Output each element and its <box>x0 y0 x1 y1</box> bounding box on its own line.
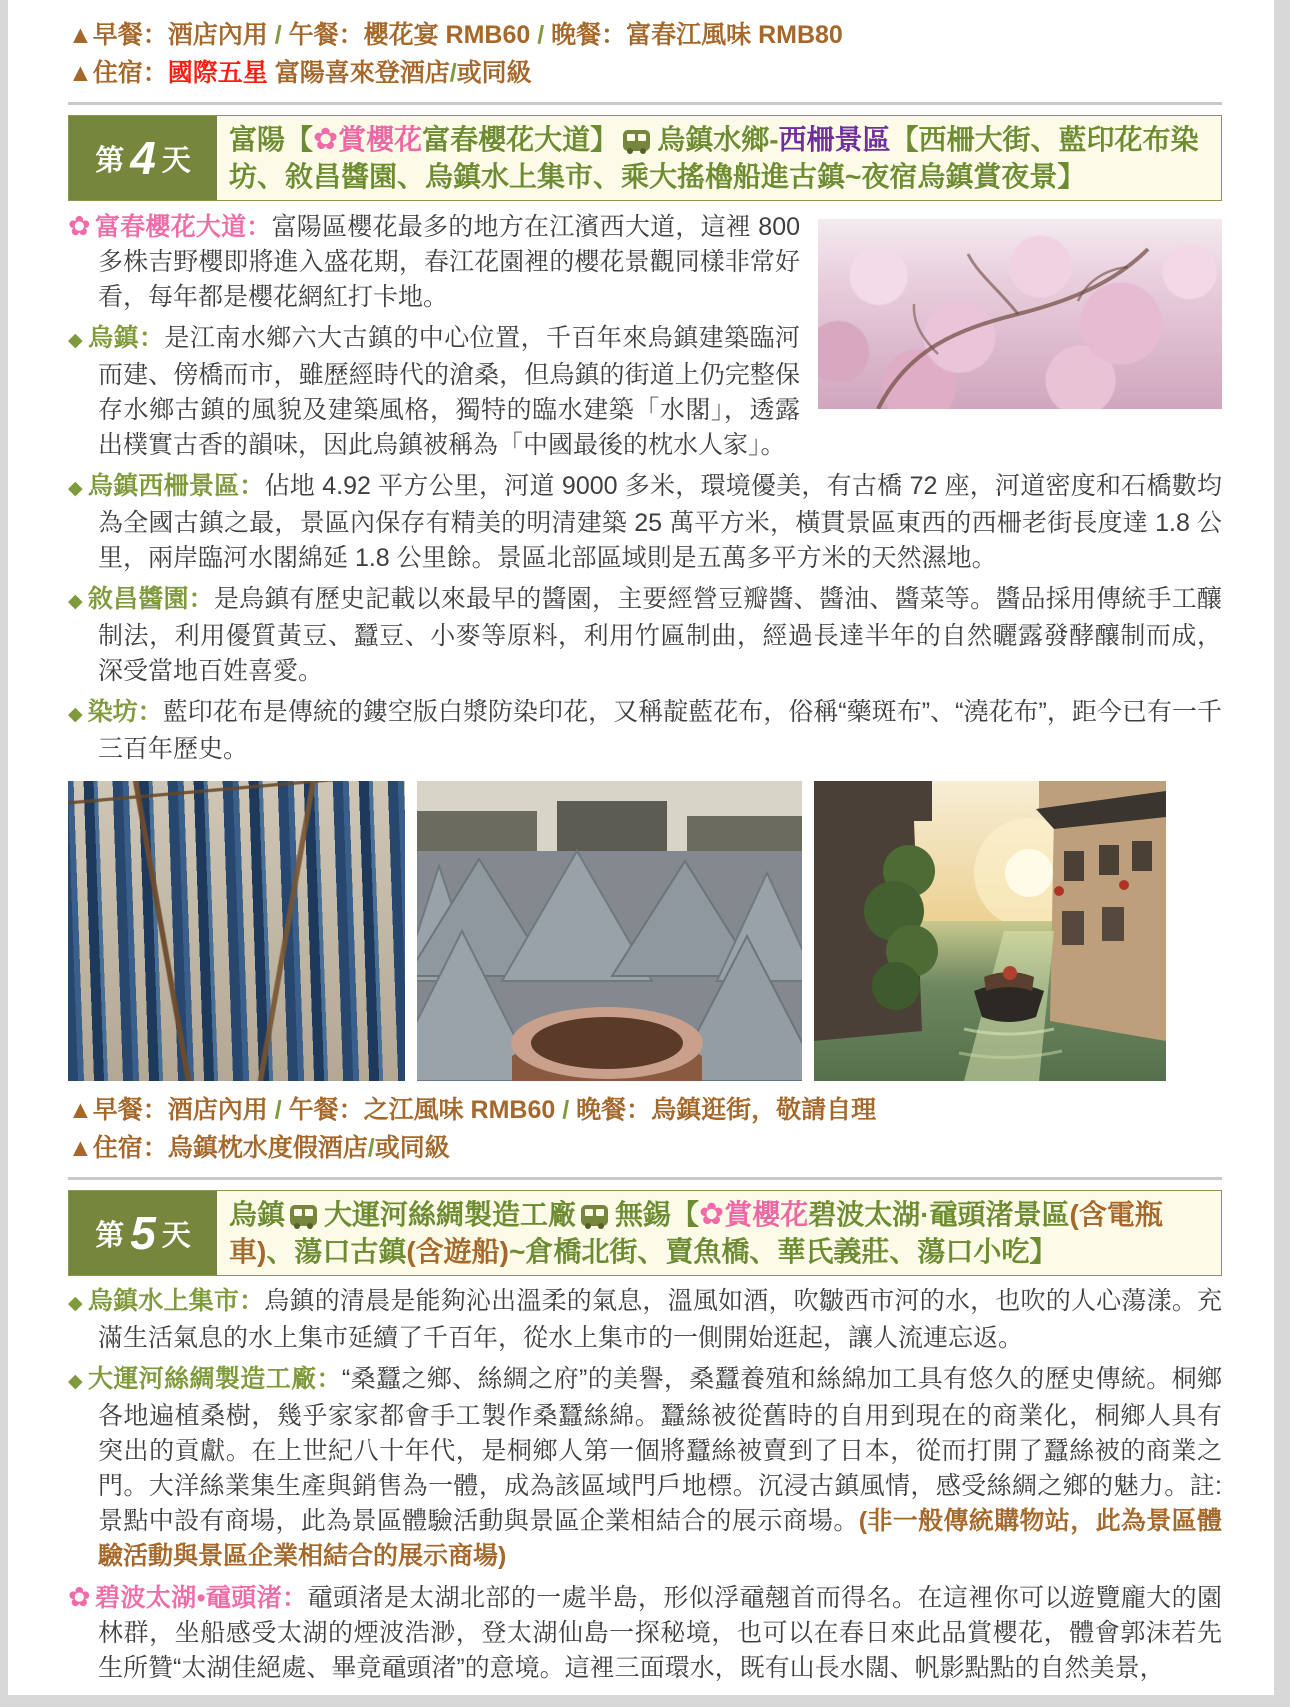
day4-body <box>68 209 1222 767</box>
text-segment: (非一般傳統購物站，此為景區體驗活動與景區企業相結合的展示商場) <box>98 1507 1222 1570</box>
bus-icon <box>581 1205 608 1226</box>
sakura-icon: ✿ <box>68 211 91 241</box>
itinerary-paragraph <box>68 695 1222 767</box>
prev-day-meta <box>68 16 1222 92</box>
text-segment: 碧波太湖·黿頭渚景區 <box>808 1199 1070 1230</box>
cherry-blossom-avenue-photo <box>818 219 1222 409</box>
text-segment: 或同級 <box>456 59 532 87</box>
text-segment: 無錫【 <box>615 1199 700 1230</box>
paragraph-label: 染坊： <box>87 698 163 726</box>
paragraph-label: 烏鎮水上集市： <box>87 1287 265 1315</box>
itinerary-paragraph <box>68 582 1222 689</box>
text-segment: 是江南水鄉六大古鎮的中心位置，千百年來烏鎮建築臨河而建、傍橋而市，雖歷經時代的滄桑，但烏鎮的街道上仍完整保存水鄉古鎮的風貌及建築風格，獨特的臨水建築「水閣」，透露出樸實古香的韻味，因此烏鎮被稱為「中國最後的枕水人家」。 <box>98 324 800 459</box>
text-segment: 富陽區櫻花最多的地方在江濱西大道，這裡 800 多株吉野櫻即將進入盛花期，春江花園裡的櫻花景觀同樣非常好看，每年都是櫻花網紅打卡地。 <box>98 213 800 311</box>
day-number: 5 <box>130 1207 156 1259</box>
indigo-dye-workshop-photo <box>68 781 405 1081</box>
day4-number-box <box>69 116 217 200</box>
sauce-garden-jars-photo <box>417 781 802 1081</box>
text-segment: 黿頭渚是太湖北部的一處半島，形似浮黿翹首而得名。在這裡你可以遊覽龐大的園林群，坐船感受太湖的煙波浩渺，登太湖仙島一探秘境，也可以在春日來此品賞櫻花，體會郭沫若先生所贊“太湖佳絕處、畢竟黿頭渚”的意境。這裡三面環水，既有山長水闊、帆影點點的自然美景， <box>98 1584 1222 1682</box>
text-segment: ▲早餐：酒店內用 <box>68 21 275 49</box>
water-town-canal-photo <box>814 781 1166 1081</box>
diamond-bullet-icon: ◆ <box>68 1293 83 1314</box>
text-segment: 富春櫻花大道】 <box>422 124 619 155</box>
text-segment: 或同級 <box>374 1134 450 1162</box>
itinerary-paragraph <box>68 1580 1222 1686</box>
text-segment: ~倉橋北街、賣魚橋、華氏義莊、蕩口小吃】 <box>509 1236 1058 1267</box>
day4-header <box>68 115 1222 201</box>
sakura-icon: ✿ <box>313 123 339 156</box>
bus-icon <box>623 130 650 151</box>
day-number: 4 <box>130 132 156 184</box>
day-suffix: 天 <box>161 144 191 177</box>
day-suffix: 天 <box>161 1219 191 1252</box>
text-segment: 西柵景區 <box>778 124 891 155</box>
text-segment: 是烏鎮有歷史記載以來最早的醬園，主要經營豆瓣醬、醬油、醬菜等。醬品採用傳統手工釀制法，利用優質黃豆、蠶豆、小麥等原料，利用竹匾制曲，經過長達半年的自然曬露發酵釀制而成，深受當地百姓喜愛。 <box>98 585 1222 685</box>
text-segment: / <box>274 21 282 49</box>
diamond-bullet-icon: ◆ <box>68 1371 83 1392</box>
sauce-jars-art <box>417 781 802 1081</box>
diamond-bullet-icon: ◆ <box>68 704 83 725</box>
text-segment: ▲住宿：烏鎮枕水度假酒店 <box>68 1134 368 1162</box>
day4-title <box>217 116 1221 200</box>
day5-body <box>68 1284 1222 1686</box>
day-prefix: 第 <box>95 144 125 177</box>
text-segment: 大運河絲綢製造工廠 <box>324 1199 577 1230</box>
page-content <box>8 0 1274 1686</box>
text-segment: ▲住宿： <box>68 59 168 87</box>
text-segment: 烏鎮的清晨是能夠沁出溫柔的氣息，溫風如酒，吹皺西市河的水，也吹的人心蕩漾。充滿生活氣息的水上集市延續了千百年，從水上集市的一側開始逛起，讓人流連忘返。 <box>98 1287 1222 1352</box>
day4-meta <box>68 1091 1222 1167</box>
cherry-branches-art <box>818 219 1222 409</box>
paragraph-label: 敘昌醬園： <box>87 585 214 613</box>
text-segment: / <box>537 21 545 49</box>
text-segment: 國際五星 <box>167 59 268 87</box>
itinerary-paragraph <box>68 1284 1222 1356</box>
document-page <box>8 0 1274 1695</box>
text-segment: 【西柵大街、藍印花布染坊、敘昌醬園、烏鎮水上集市、乘大搖櫓船進古鎮~夜宿烏鎮賞夜景】 <box>229 124 1199 192</box>
day4-photo-strip <box>68 781 1168 1081</box>
itinerary-paragraph <box>68 1362 1222 1574</box>
sakura-icon: ✿ <box>68 1582 92 1612</box>
paragraph-label: 烏鎮： <box>88 324 165 352</box>
text-segment: / <box>562 1096 570 1124</box>
day5-header <box>68 1190 1222 1276</box>
stay-line <box>68 1129 1222 1167</box>
text-segment: ▲早餐：酒店內用 <box>68 1096 275 1124</box>
bus-icon <box>290 1205 317 1226</box>
text-segment: 烏鎮 <box>229 1199 286 1230</box>
text-segment: 烏鎮水鄉- <box>657 124 779 155</box>
text-segment: 富陽【 <box>229 124 314 155</box>
text-segment: 、蕩口古鎮 <box>266 1236 407 1267</box>
text-segment: 藍印花布是傳統的鏤空版白漿防染印花，又稱靛藍花布，俗稱“藥斑布”、“澆花布”，距今已有一千三百年歷史。 <box>98 698 1222 763</box>
paragraph-label: 烏鎮西柵景區： <box>87 472 265 500</box>
text-segment: 午餐：櫻花宴 RMB60 <box>281 21 538 49</box>
meal-line <box>68 1091 1222 1129</box>
text-segment: 午餐：之江風味 RMB60 <box>281 1096 563 1124</box>
text-segment: (含遊船) <box>406 1236 509 1267</box>
canal-sunset-art <box>814 781 1166 1081</box>
text-segment: 晚餐：富春江風味 RMB80 <box>544 21 843 49</box>
text-segment: (含電瓶車) <box>229 1199 1163 1267</box>
paragraph-label: 碧波太湖•黿頭渚： <box>95 1584 308 1612</box>
text-segment: / <box>274 1096 282 1124</box>
meal-line <box>68 16 1222 54</box>
text-segment: 富陽喜來登酒店 <box>267 59 450 87</box>
day5-title <box>217 1191 1221 1275</box>
text-segment: 賞櫻花 <box>724 1199 809 1230</box>
text-segment: / <box>367 1134 375 1162</box>
diamond-bullet-icon: ◆ <box>68 478 83 499</box>
text-segment: / <box>449 59 457 87</box>
paragraph-label: 富春櫻花大道： <box>94 213 272 241</box>
text-segment: 晚餐：烏鎮逛街，敬請自理 <box>569 1096 877 1124</box>
paragraph-label: 大運河絲綢製造工廠： <box>88 1365 342 1393</box>
section-divider <box>68 102 1222 105</box>
diamond-bullet-icon: ◆ <box>68 591 83 612</box>
text-segment: “桑蠶之鄉、絲綢之府”的美譽，桑蠶養殖和絲綿加工具有悠久的歷史傳統。桐鄉各地遍植桑樹，幾乎家家都會手工製作桑蠶絲綿。蠶絲被從舊時的自用到現在的商業化，桐鄉人具有突出的貢獻。在上世紀八十年代，是桐鄉人第一個將蠶絲被賣到了日本，從而打開了蠶絲被的商業之門。大洋絲業集生產與銷售為一體，成為該區域門戶地標。沉浸古鎮風情，感受絲綢之鄉的魅力。註:景點中設有商場，此為景區體驗活動與景區企業相結合的展示商場。 <box>98 1365 1222 1535</box>
sakura-icon: ✿ <box>699 1198 725 1231</box>
day-prefix: 第 <box>95 1219 125 1252</box>
text-segment: 賞櫻花 <box>338 124 423 155</box>
section-divider <box>68 1177 1222 1180</box>
stay-line <box>68 54 1222 92</box>
diamond-bullet-icon: ◆ <box>68 330 84 351</box>
text-segment: 佔地 4.92 平方公里，河道 9000 多米，環境優美，有古橋 72 座，河道密度和石橋數均為全國古鎮之最，景區內保存有精美的明清建築 25 萬平方米，橫貫景區東西的西柵老街長度達 1.8 公里，兩岸臨河水閣綿延 1.8 公里餘。景區北部區域則是五萬多平方米的天然濕地。 <box>98 472 1222 572</box>
itinerary-paragraph <box>68 469 1222 576</box>
day5-number-box <box>69 1191 217 1275</box>
